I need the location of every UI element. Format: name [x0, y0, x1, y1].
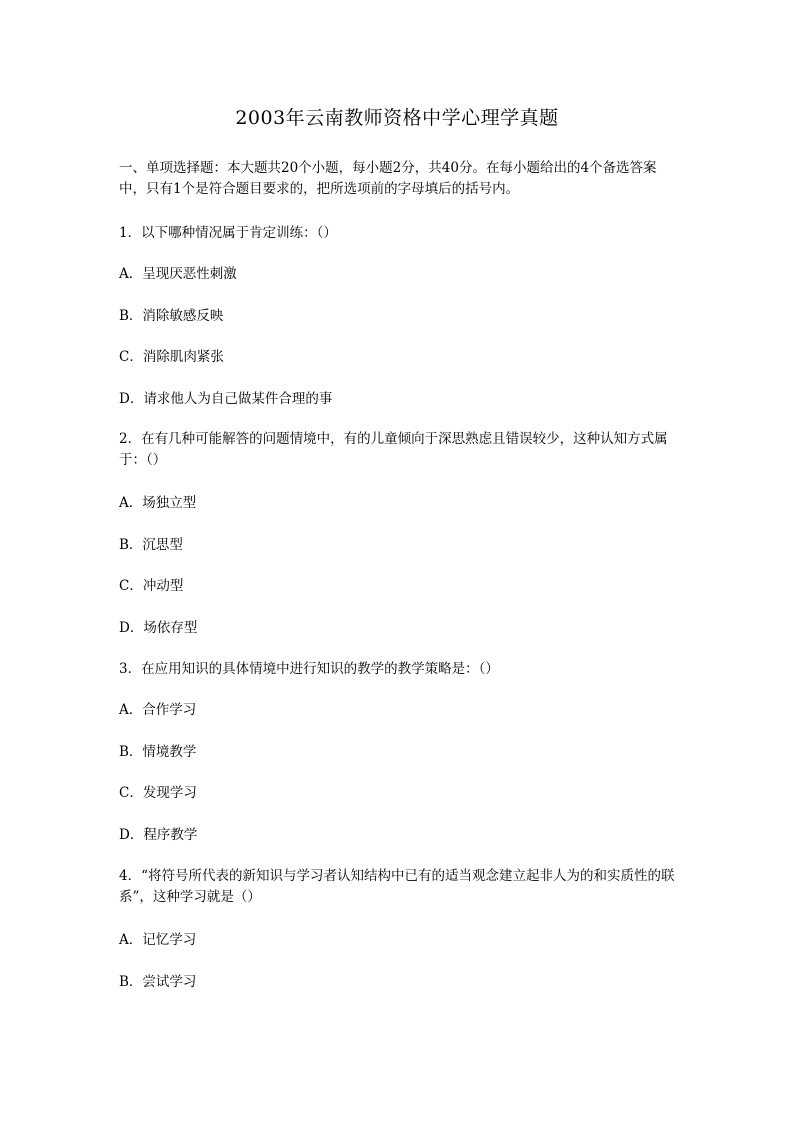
section-instructions: 一、单项选择题：本大题共20个小题，每小题2分，共40分。在每小题给出的4个备选答案中，只有1个是符合题目要求的，把所选项前的字母填后的括号内。	[119, 160, 657, 197]
question-2-option-a: A．场独立型	[119, 495, 197, 511]
question-4-option-b: B．尝试学习	[119, 974, 197, 990]
question-3-stem: 3．在应用知识的具体情境中进行知识的教学的教学策略是：（）	[119, 661, 499, 677]
question-2-option-c: C．冲动型	[119, 578, 184, 594]
question-2-option-d: D．场依存型	[119, 620, 198, 636]
question-2-stem: 2．在有几种可能解答的问题情境中，有的儿童倾向于深思熟虑且错误较少，这种认知方式属于：（）	[119, 431, 668, 468]
question-3-option-c: C．发现学习	[119, 785, 197, 801]
question-3-option-b: B．情境教学	[119, 744, 197, 760]
question-1-option-b: B．消除敏感反映	[119, 308, 224, 324]
question-1-stem: 1．以下哪种情况属于肯定训练：（）	[119, 225, 337, 241]
question-4-stem: 4．“将符号所代表的新知识与学习者认知结构中已有的适当观念建立起非人为的和实质性的联系”，这种学习就是（）	[119, 868, 675, 905]
document-title: 2003年云南教师资格中学心理学真题	[235, 107, 559, 129]
question-2-option-b: B．沉思型	[119, 537, 183, 553]
question-4-option-a: A．记忆学习	[119, 932, 197, 948]
question-3-option-a: A．合作学习	[119, 702, 197, 718]
question-1-option-d: D．请求他人为自己做某件合理的事	[119, 391, 333, 407]
question-3-option-d: D．程序教学	[119, 827, 198, 843]
question-1-option-c: C．消除肌肉紧张	[119, 349, 224, 365]
question-1-option-a: A．呈现厌恶性刺激	[119, 266, 237, 282]
